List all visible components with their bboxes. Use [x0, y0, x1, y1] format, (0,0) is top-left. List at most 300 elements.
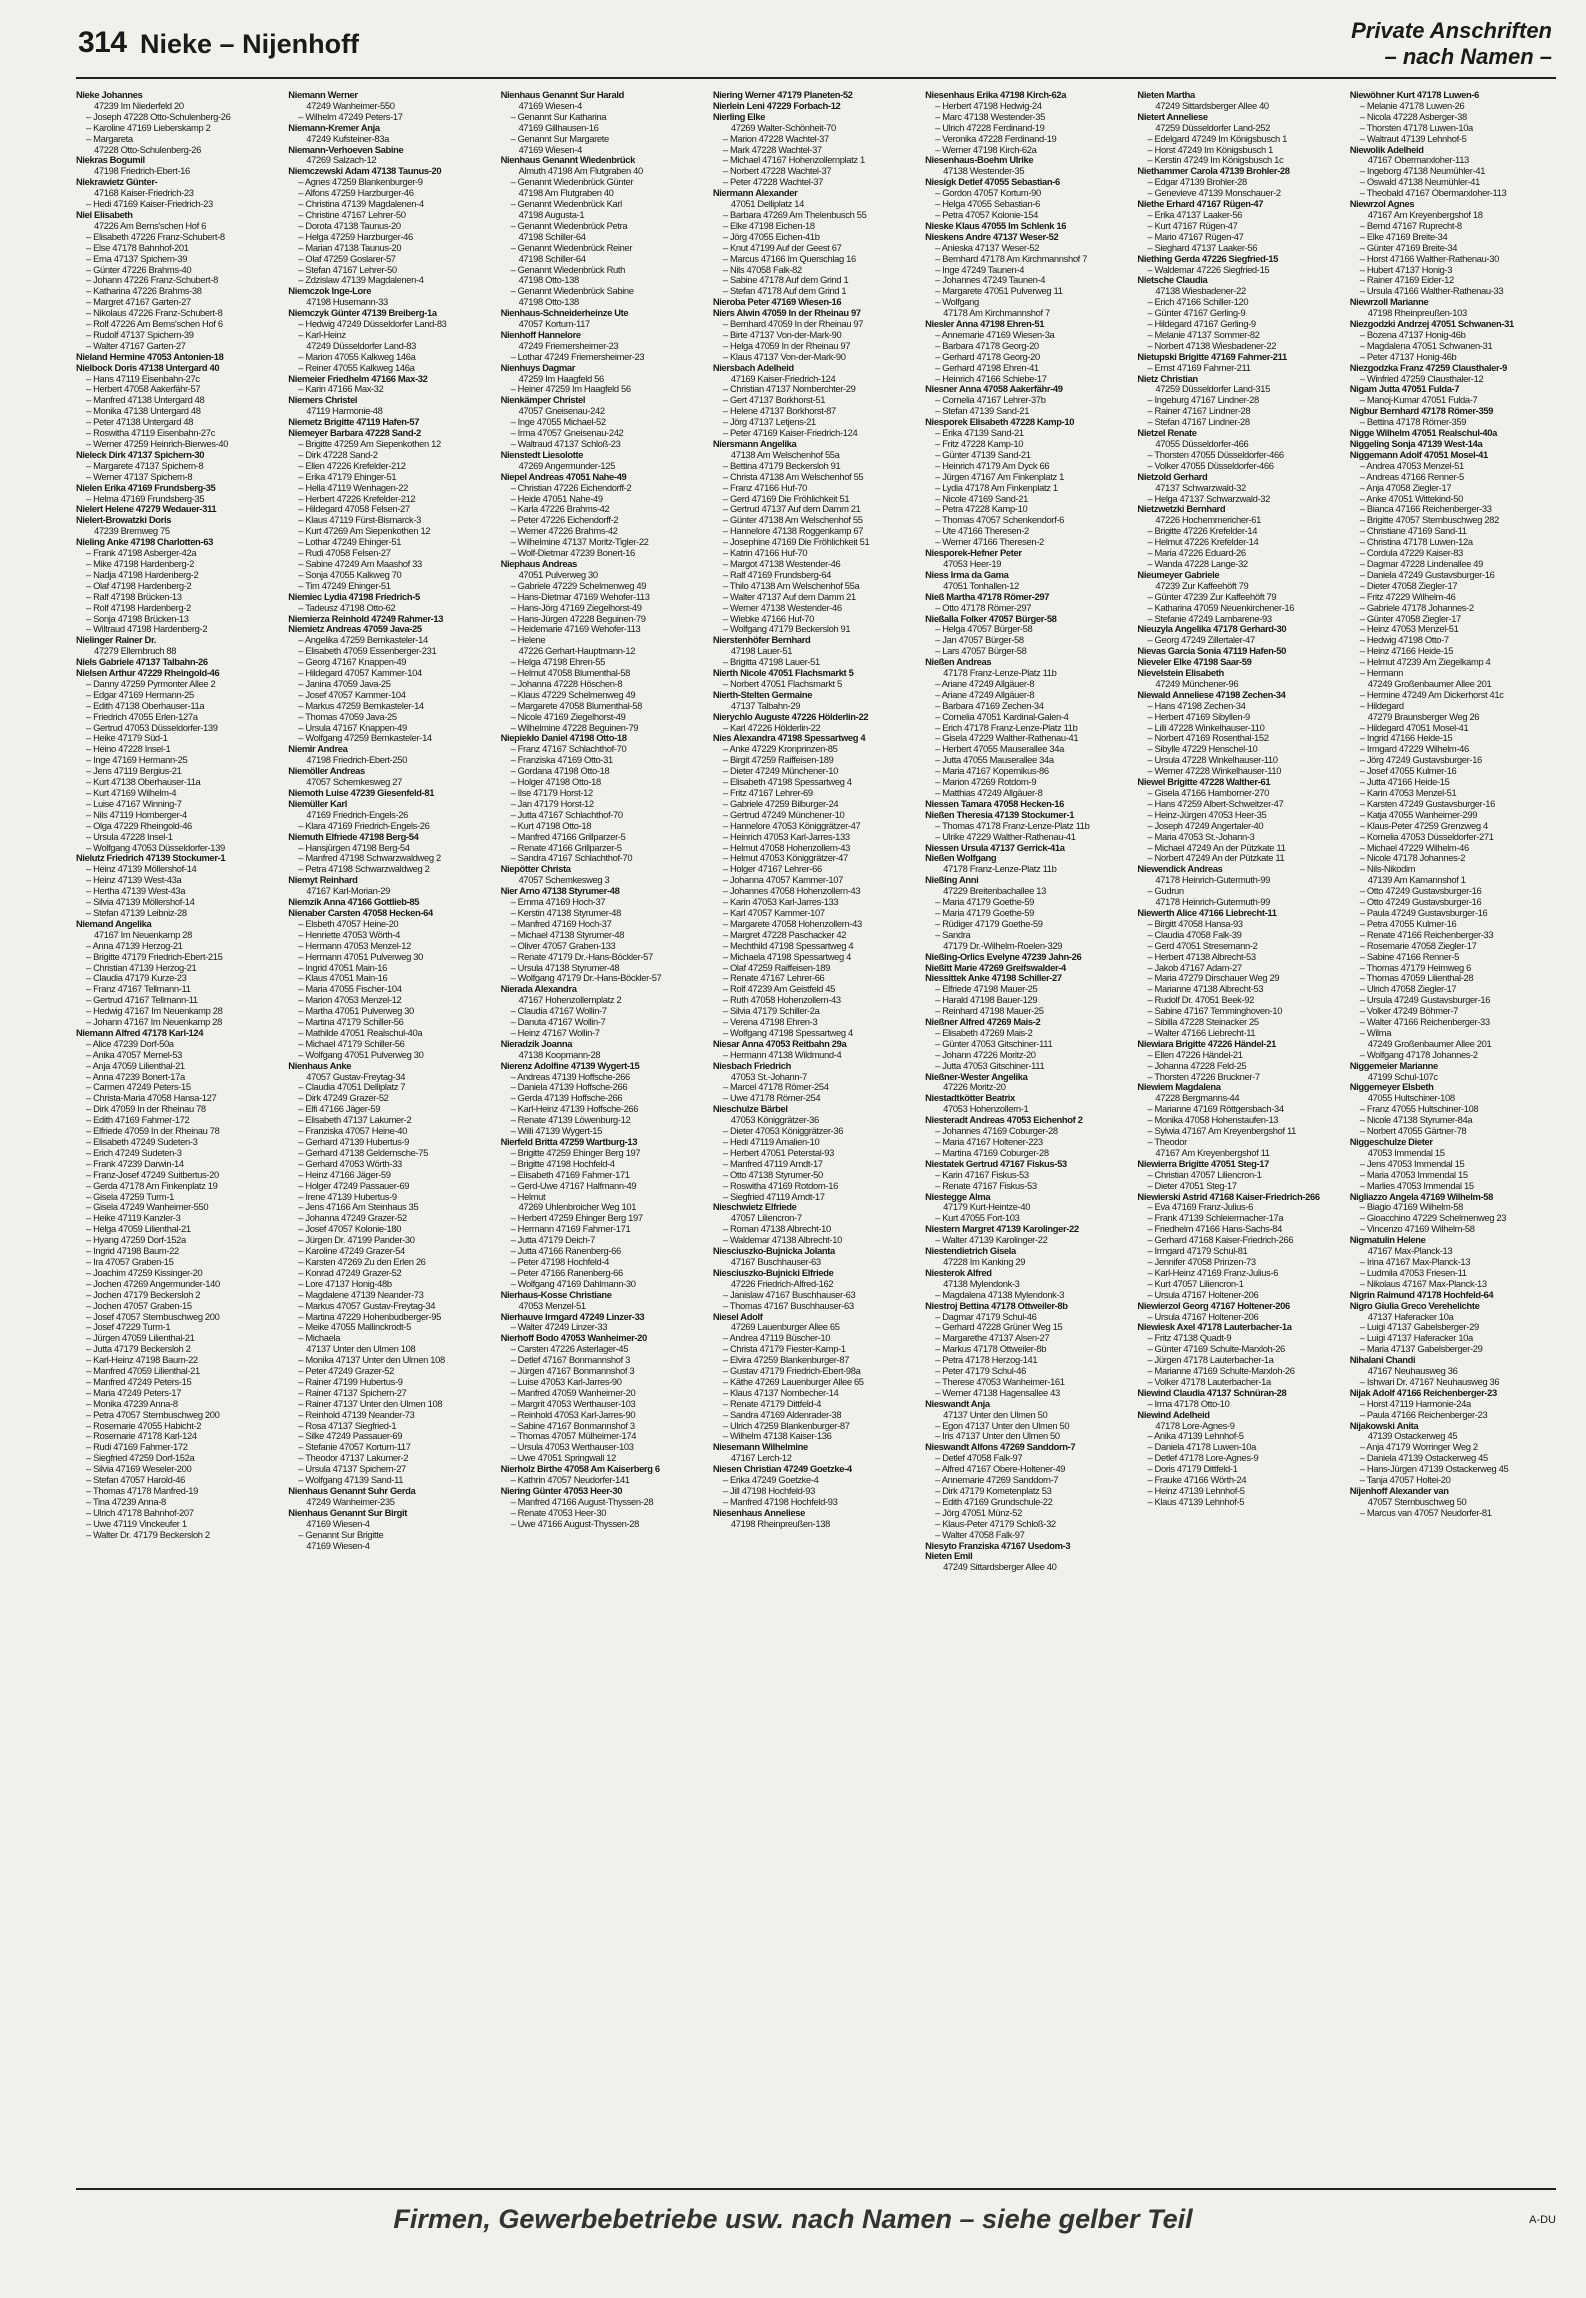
listing-entry: – Rainer 47199 Hubertus-9 [298, 1376, 403, 1387]
listing-entry: – Ariane 47249 Allgäuer-8 [935, 689, 1035, 700]
listing-entry: – Jürgen 47178 Lauterbacher-1a [1147, 1355, 1274, 1366]
listing-entry: 47198 Friedrich-Ebert-16 [94, 166, 190, 177]
listing-entry: – Kathrin 47057 Neudorfer-141 [510, 1475, 630, 1486]
listing-entry: – Heinz 47053 Menzel-51 [1359, 624, 1459, 635]
listing-entry: – Maria 47279 Dirschauer Weg 29 [1147, 973, 1280, 984]
listing-entry: – Else 47178 Bahnhof-201 [86, 242, 189, 253]
listing-entry: – Renate 47167 Lehrer-66 [722, 973, 825, 984]
listing-entry: – Jan 47057 Bürger-58 [935, 635, 1024, 646]
listing-surname-entry: Niewald Anneliese 47198 Zechen-34 [1137, 689, 1286, 700]
listing-entry: – Rudi 47058 Felsen-27 [298, 548, 391, 559]
listing-entry: 47249 Großenbaumer Allee 201 [1367, 678, 1492, 689]
listing-surname-entry: Niemann Werner [288, 90, 358, 100]
listing-entry: – Genannt Wiedenbrück Petra [510, 220, 628, 231]
listing-entry: – Silvia 47179 Schiller-2a [722, 1006, 820, 1017]
listing-column-3 [501, 90, 703, 2180]
listing-entry: – Tanja 47057 Holtei-20 [1359, 1475, 1451, 1486]
listing-entry: – Ulrich 47178 Bahnhof-207 [86, 1507, 194, 1518]
listing-entry: – Ruth 47058 Hohenzollern-43 [722, 995, 841, 1006]
listing-entry: 47198 Lauer-51 [730, 646, 793, 657]
listing-entry: – Anika 47139 Lehnhof-5 [1147, 1431, 1244, 1442]
listing-entry: – Frank 47139 Schleiermacher-17a [1147, 1213, 1284, 1224]
listing-entry: – Olaf 47259 Raiffeisen-189 [722, 962, 830, 973]
listing-surname-entry: Niering Günter 47053 Heer-30 [500, 1486, 623, 1496]
listing-surname-entry: Niethe Erhard 47167 Rügen-47 [1137, 199, 1264, 210]
listing-entry: 47198 Rheinpreußen-138 [730, 1518, 830, 1529]
listing-entry: – Ursula 47249 Gustavsburger-16 [1359, 995, 1491, 1006]
listing-entry: 47057 Gneisenau-242 [518, 406, 605, 417]
listing-entry: 47249 Sittardsberger Allee 40 [943, 1562, 1057, 1573]
listing-entry: – Maria 47167 Kopernikus-86 [935, 766, 1049, 777]
listing-column-6 [1137, 90, 1339, 2180]
listing-entry: – Hans-Jürgen 47139 Ostackerweg 45 [1359, 1464, 1509, 1475]
listing-surname-entry: Nigmatulin Helene [1349, 1235, 1426, 1246]
listing-entry: 47053 St.-Johann-7 [730, 1071, 807, 1082]
listing-surname-entry: Niestadtkötter Beatrix [925, 1093, 1015, 1104]
listing-entry: – Thomas 47178 Manfred-19 [86, 1486, 198, 1496]
listing-entry: – Reinhard 47198 Mauer-25 [935, 1006, 1044, 1017]
listing-surname-entry: Niestern Margret 47139 Karolinger-22 [925, 1224, 1079, 1235]
listing-surname-entry: Nietzold Gerhard [1137, 471, 1208, 482]
listing-entry: 47179 Dr.-Wilhelm-Roelen-329 [943, 940, 1063, 951]
listing-entry: 47279 Ellernbruch 88 [94, 646, 177, 657]
listing-entry: – Herbert 47198 Hedwig-24 [935, 100, 1042, 111]
listing-entry: – Sibilla 47228 Steinacker 25 [1147, 1017, 1259, 1028]
listing-surname-entry: Niersmann Angelika [712, 439, 797, 449]
section-title [1351, 18, 1552, 70]
listing-entry: – Anja 47058 Ziegler-17 [1359, 482, 1452, 493]
listing-entry: – Siegfried 47259 Dorf-152a [86, 1453, 195, 1464]
listing-surname-entry: Nigam Jutta 47051 Fulda-7 [1349, 384, 1460, 395]
listing-entry: – Monika 47239 Anna-8 [86, 1398, 178, 1409]
listing-entry: – Heinz 47166 Heide-15 [1359, 646, 1454, 657]
listing-entry: – Peter 47226 Eichendorff-2 [510, 515, 619, 526]
listing-entry: – Egon 47137 Unter den Ulmen 50 [935, 1420, 1070, 1431]
listing-entry: – Roswitha 47119 Eisenbahn-27c [86, 428, 216, 439]
listing-entry: – Claudia 47051 Delliplatz 7 [298, 1082, 406, 1093]
listing-entry: – Andrea 47119 Büscher-10 [722, 1333, 831, 1344]
listing-entry: – Maria 47137 Gabelsberger-29 [1359, 1344, 1483, 1355]
listing-entry: – Thilo 47138 Am Welschenhof 55a [722, 580, 860, 591]
listing-entry: – Ludmila 47053 Friesen-11 [1359, 1267, 1467, 1278]
listing-entry: – Sabine 47166 Renner-5 [1359, 951, 1460, 962]
listing-entry: – Reinhold 47053 Karl-Jarres-90 [510, 1409, 636, 1420]
listing-entry: – Gustav 47179 Friedrich-Ebert-98a [722, 1366, 861, 1377]
listing-surname-entry: Niesciuszko-Bujnicka Jolanta [712, 1246, 835, 1257]
listing-entry: – Monika 47058 Hohenstaufen-13 [1147, 1115, 1279, 1126]
listing-entry: – Irma 47178 Otto-10 [1147, 1398, 1230, 1409]
listing-entry: – Thomas 47057 Mülheimer-174 [510, 1431, 637, 1442]
page-header [0, 0, 1586, 80]
listing-entry: – Helmut 47058 Blumenthal-58 [510, 668, 631, 679]
listing-entry: – Johanna 47228 Feld-25 [1147, 1060, 1247, 1071]
listing-entry: – Hildegard 47167 Gerling-9 [1147, 319, 1256, 330]
listing-entry: – Lilli 47228 Winkelhauser-110 [1147, 722, 1265, 733]
listing-entry: – Erika 47137 Laaker-56 [1147, 209, 1243, 220]
listing-entry: 47249 Großenbaumer Allee 201 [1367, 1038, 1492, 1049]
listing-entry: – Karl-Heinz 47198 Baum-22 [86, 1355, 198, 1366]
listing-entry: – Ingrid 47198 Baum-22 [86, 1246, 179, 1257]
listing-entry: 47137 Haferacker 10a [1367, 1311, 1454, 1322]
listing-entry: – Horst 47249 Im Königsbusch 1 [1147, 144, 1273, 155]
listing-entry: – Gerhard 47053 Wörth-33 [298, 1158, 402, 1169]
listing-entry: – Gerhard 47138 Geldernsche-75 [298, 1147, 428, 1158]
listing-entry: – Helga 47057 Bürger-58 [935, 624, 1033, 635]
listing-entry: 47138 Westender-35 [943, 166, 1025, 177]
listing-surname-entry: Niemann Alfred 47178 Karl-124 [76, 1027, 204, 1038]
listing-entry: – Ursula 47228 Insel-1 [86, 831, 173, 842]
listing-surname-entry: Niewierski Astrid 47168 Kaiser-Friedrich-266 [1137, 1191, 1320, 1202]
listing-entry: 47249 Wanheimer-235 [306, 1496, 395, 1507]
listing-entry: 47198 Friedrich-Ebert-250 [306, 755, 407, 766]
listing-entry: – Biagio 47169 Wilhelm-58 [1359, 1202, 1463, 1213]
listing-entry: – Rolf 47198 Hardenberg-2 [86, 602, 191, 613]
listing-entry: – Hubert 47137 Honig-3 [1359, 264, 1453, 275]
listing-entry: – Edelgard 47249 Im Königsbusch 1 [1147, 133, 1288, 144]
listing-surname-entry: Nienhaus Genannt Sur Birgit [288, 1507, 407, 1518]
listing-entry: 47137 Schwarzwald-32 [1155, 482, 1246, 493]
listing-surname-entry: Niekrawietz Günter- [76, 177, 158, 188]
listing-entry: – Katja 47055 Wanheimer-299 [1359, 809, 1478, 820]
listing-entry: – Günter 47058 Ziegler-17 [1359, 613, 1461, 624]
listing-entry: – Elisabeth 47269 Mais-2 [935, 1027, 1033, 1038]
listing-entry: – Jutta 47166 Ranenberg-66 [510, 1246, 621, 1257]
listing-entry: – Günter 47167 Gerling-9 [1147, 308, 1246, 319]
listing-entry: – Gordon 47057 Kortum-90 [935, 188, 1041, 199]
listing-entry: 47057 Sternbuschweg 50 [1367, 1496, 1467, 1507]
listing-entry: – Karl-Heinz [298, 329, 346, 340]
listing-surname-entry: Niesel Adolf [712, 1311, 763, 1322]
listing-entry: 47053 Königgrätzer-36 [730, 1115, 819, 1126]
listing-entry: – Elvira 47259 Blankenburger-87 [722, 1355, 850, 1366]
listing-entry: – Wolfgang [935, 297, 979, 308]
listing-entry: – Hedwig 47249 Düsseldorfer Land-83 [298, 319, 447, 330]
listing-entry: – Monika 47138 Untergard 48 [86, 406, 201, 417]
listing-entry: – Lore 47137 Honig-48b [298, 1278, 392, 1289]
listing-entry: – Ursula 47228 Winkelhauser-110 [1147, 755, 1278, 766]
listing-entry: – Fritz 47228 Kamp-10 [935, 439, 1024, 449]
listing-entry: – Otto 47138 Styrumer-50 [722, 1169, 823, 1180]
listing-entry: 47138 Wiesbadener-22 [1155, 286, 1246, 297]
listing-entry: – Ursula 47053 Werthauser-103 [510, 1442, 634, 1453]
listing-entry: – Janislaw 47167 Buschhauser-63 [722, 1289, 856, 1300]
listing-entry: 47055 Hultschiner-108 [1367, 1093, 1455, 1104]
listing-entry: – Walter 47167 Garten-27 [86, 340, 186, 351]
listing-entry: – Hertha 47139 West-43a [86, 886, 186, 897]
listing-entry: – Helmut 47058 Hohenzollern-43 [722, 842, 850, 853]
listing-entry: – Hans 47198 Zechen-34 [1147, 700, 1246, 711]
listing-entry: – Uwe 47119 Vinckeufer 1 [86, 1518, 187, 1529]
listing-surname-entry: Niesteradt Andreas 47053 Eichenhof 2 [925, 1115, 1083, 1126]
listing-entry: – Fritz 47167 Lehrer-69 [722, 788, 813, 798]
listing-entry: – Peter 47166 Ranenberg-66 [510, 1267, 623, 1278]
listing-entry: – Karl 47226 Hölderlin-22 [722, 722, 821, 733]
listing-surname-entry: Nievelstein Elisabeth [1137, 668, 1224, 679]
listing-entry: 47269 Angermunder-125 [518, 460, 615, 471]
listing-entry: – Daniela 47139 Hoffsche-266 [510, 1082, 628, 1093]
listing-entry: – Renate 47166 Grillparzer-5 [510, 842, 622, 853]
listing-entry: – Roman 47138 Albrecht-10 [722, 1224, 831, 1235]
listing-entry: – Thorsten 47055 Düsseldorfer-466 [1147, 449, 1284, 460]
listing-surname-entry: Niessittek Anke 47198 Schiller-27 [925, 973, 1062, 984]
listing-entry: – Angelika 47259 Bernkasteler-14 [298, 635, 428, 646]
listing-entry: – Ursula 47167 Knappen-49 [298, 722, 407, 733]
listing-surname-entry: Niewiesk Axel 47178 Lauterbacher-1a [1137, 1322, 1292, 1333]
listing-entry: 47249 Düsseldorfer Land-83 [306, 340, 417, 351]
listing-surname-entry: Niephaus Andreas [500, 558, 577, 569]
listing-entry: – Luise 47053 Karl-Jarres-90 [510, 1376, 622, 1387]
listing-entry: – Markus 47259 Bernkasteler-14 [298, 700, 424, 711]
listing-surname-entry: Nießen Wolfgang [925, 853, 997, 864]
listing-entry: – Genannt Sur Katharina [510, 111, 607, 122]
listing-entry: – Erika 47249 Goetzke-4 [722, 1475, 819, 1486]
listing-entry: 47053 Heer-19 [943, 558, 1002, 569]
listing-entry: – Brigitte 47179 Friedrich-Ebert-215 [86, 951, 223, 962]
listing-entry: – Gertrud 47137 Auf dem Damm 21 [722, 504, 861, 515]
listing-surname-entry: Niemzik Anna 47166 Gottlieb-85 [288, 897, 420, 908]
listing-entry: – Verena 47198 Ehren-3 [722, 1017, 818, 1028]
listing-entry: – Barbara 47269 Am Thelenbusch 55 [722, 209, 867, 220]
listing-entry: – Barbara 47178 Georg-20 [935, 340, 1039, 351]
listing-entry: – Franziska 47169 Otto-31 [510, 755, 613, 766]
listing-surname-entry: Nienhaus Genannt Sur Harald [500, 90, 624, 100]
listing-surname-entry: Nigge Wilhelm 47051 Realschul-40a [1349, 428, 1497, 439]
listing-entry: – Karin 47166 Max-32 [298, 384, 384, 395]
listing-surname-entry: Nietz Christian [1137, 373, 1198, 384]
listing-entry: 47199 Schul-107c [1367, 1071, 1438, 1082]
listing-entry: – Renate 47179 Dr.-Hans-Böckler-57 [510, 951, 653, 962]
listing-entry: – Matthias 47249 Allgäuer-8 [935, 788, 1043, 798]
listing-entry: – Werner 47137 Spichern-8 [86, 471, 193, 482]
listing-entry: – Norbert 47169 Rosenthal-152 [1147, 733, 1269, 744]
listing-surname-entry: Nierenz Adolfine 47139 Wygert-15 [500, 1060, 640, 1071]
listing-entry: – Helga 47259 Harzburger-46 [298, 231, 413, 242]
listing-entry: – Gert 47137 Borkhorst-51 [722, 395, 826, 406]
listing-entry: – Günter 47169 Schulte-Marxloh-26 [1147, 1344, 1285, 1355]
listing-entry: – Theodor [1147, 1137, 1187, 1147]
listing-surname-entry: Nigbur Bernhard 47178 Römer-359 [1349, 406, 1494, 417]
listing-surname-entry: Niewind Adelheid [1137, 1409, 1210, 1420]
listing-entry: – Wiltraud 47198 Hardenberg-2 [86, 624, 208, 635]
listing-entry: – Hans-Jürgen 47228 Beguinen-79 [510, 613, 646, 624]
listing-entry: – Genannt Wiedenbrück Ruth [510, 264, 625, 275]
listing-entry: – Wolfgang 47139 Sand-11 [298, 1475, 404, 1486]
listing-entry: – Wolf-Dietmar 47239 Bonert-16 [510, 548, 635, 559]
listing-entry: – Norbert 47055 Gärtner-78 [1359, 1126, 1467, 1137]
listing-entry: – Walter 47137 Auf dem Damm 21 [722, 591, 856, 602]
listing-entry: – Mark 47228 Wachtel-37 [722, 144, 822, 155]
listing-entry: – Ishwari Dr. 47167 Neuhausweg 36 [1359, 1376, 1500, 1387]
listing-entry: – Anja 47179 Worringer Weg 2 [1359, 1442, 1478, 1453]
listing-entry: – Heinrich 47179 Am Dyck 66 [935, 460, 1050, 471]
listing-surname-entry: Nielinger Rainer Dr. [76, 635, 157, 646]
listing-surname-entry: Nieten Emil [925, 1551, 973, 1562]
listing-entry: – Jürgen 47167 Am Finkenplatz 1 [935, 471, 1064, 482]
listing-entry: – Helga 47055 Sebastian-6 [935, 199, 1041, 210]
listing-entry: – Heinrich 47166 Schiebe-17 [935, 373, 1047, 384]
listing-entry: – Günter 47226 Brahms-40 [86, 264, 192, 275]
listing-entry: – Renate 47139 Löwenburg-12 [510, 1115, 631, 1126]
listing-entry: 47137 Talbahn-29 [730, 700, 801, 711]
listing-entry: – Irmgard 47229 Wilhelm-46 [1359, 744, 1469, 755]
listing-surname-entry: Niewind Claudia 47137 Schnüran-28 [1137, 1387, 1287, 1398]
listing-surname-entry: Niekras Bogumil [76, 155, 145, 166]
listing-entry: – Gerd 47169 Die Fröhlichkeit 51 [722, 493, 850, 504]
listing-entry: – Horst 47166 Walther-Rathenau-30 [1359, 253, 1499, 264]
listing-entry: – Silke 47249 Passauer-69 [298, 1431, 403, 1442]
listing-surname-entry: Nierth-Stelten Germaine [712, 689, 813, 700]
listing-surname-entry: Niestegge Alma [925, 1191, 991, 1202]
listing-surname-entry: Niggeling Sonja 47139 West-14a [1349, 439, 1483, 449]
listing-surname-entry: Niesemann Wilhelmine [712, 1442, 808, 1453]
listing-entry: 47198 Rheinpreußen-103 [1367, 308, 1467, 319]
listing-entry: – Genannt Sur Brigitte [298, 1529, 384, 1540]
listing-entry: – Nikolaus 47226 Franz-Schubert-8 [86, 308, 223, 319]
listing-entry: – Ingrid 47051 Main-16 [298, 962, 388, 973]
running-head: Nieke – Nijenhoff [140, 29, 360, 59]
listing-entry: – Sonja 47198 Brücken-13 [86, 613, 189, 624]
listing-entry: – Sabine 47178 Auf dem Grind 1 [722, 275, 849, 286]
listing-entry: – Janina 47059 Java-25 [298, 678, 391, 689]
listing-entry: – Detlef 47058 Falk-97 [935, 1453, 1023, 1464]
listing-entry: – Christa-Maria 47058 Hansa-127 [86, 1093, 217, 1104]
listing-surname-entry: Nieuzyla Angelika 47178 Gerhard-30 [1137, 624, 1287, 635]
listing-entry: – Tina 47239 Anna-8 [86, 1496, 166, 1507]
listing-surname-entry: Niewierra Brigitte 47051 Steg-17 [1137, 1158, 1269, 1169]
listing-entry: – Wolfgang 47259 Bernkasteler-14 [298, 733, 432, 744]
listing-surname-entry: Niggeschulze Dieter [1349, 1137, 1433, 1147]
listing-entry: – Brigitte 47198 Hochfeld-4 [510, 1158, 615, 1169]
listing-entry: – Petra 47198 Schwarzwaldweg 2 [298, 864, 430, 875]
listing-entry: 47138 Koopmann-28 [518, 1049, 601, 1060]
listing-surname-entry: Niesciuszko-Bujnicki Elfriede [712, 1267, 834, 1278]
listing-entry: – Hildegard 47057 Kammer-104 [298, 668, 422, 679]
listing-entry: – Sandra 47167 Schlachthof-70 [510, 853, 633, 864]
listing-entry: – Rainer 47167 Lindner-28 [1147, 406, 1251, 417]
listing-surname-entry: Niewiara Brigitte 47226 Händel-21 [1137, 1038, 1276, 1049]
listing-entry: – Elfriede 47059 In der Rheinau 78 [86, 1126, 220, 1137]
listing-entry: – Elisabeth 47226 Franz-Schubert-8 [86, 231, 225, 242]
listing-entry: – Maria 47167 Holtener-223 [935, 1137, 1043, 1147]
listing-entry: – Christian 47226 Eichendorff-2 [510, 482, 632, 493]
listing-entry: – Agnes 47259 Blankenburger-9 [298, 177, 423, 188]
listing-column-1 [76, 90, 278, 2180]
listing-entry: – Franz 47055 Hultschiner-108 [1359, 1104, 1479, 1115]
listing-entry: – Daniela 47139 Ostackerweg 45 [1359, 1453, 1488, 1464]
footer-banner: Firmen, Gewerbebetriebe usw. nach Namen – siehe gelber Teil [393, 2204, 1193, 2234]
listing-entry: – Heinz 47139 Möllershof-14 [86, 864, 197, 875]
listing-entry: – Joachim 47259 Kissinger-20 [86, 1267, 203, 1278]
listing-entry: 47178 Am Kirchmannshof 7 [943, 308, 1050, 319]
listing-entry: 47051 Delliplatz 14 [730, 199, 804, 210]
listing-entry: – Anna 47139 Herzog-21 [86, 940, 183, 951]
listing-surname-entry: Niething Gerda 47226 Siegfried-15 [1137, 253, 1279, 264]
listing-entry: – Johanna 47228 Höschen-8 [510, 678, 623, 689]
listing-entry: – Norbert 47051 Flachsmarkt 5 [722, 678, 842, 689]
listing-entry: – Hannelore 47138 Roggenkamp 67 [722, 526, 864, 537]
listing-surname-entry: Niemöller Andreas [288, 766, 365, 777]
listing-entry: – Günter 47053 Gitschiner-111 [935, 1038, 1053, 1049]
listing-entry: – Friedrich 47055 Erlen-127a [86, 711, 198, 722]
listing-entry: – Manfred 47119 Arndt-17 [722, 1158, 823, 1169]
listing-entry: – Ursula 47167 Holtener-206 [1147, 1289, 1259, 1300]
listing-entry: – Waldemar 47226 Siegfried-15 [1147, 264, 1270, 275]
listing-entry: – Hedi 47119 Amalien-10 [722, 1137, 820, 1147]
listing-entry: 47269 Lauenburger Allee 65 [730, 1322, 840, 1333]
section-title-line-2: – nach Namen – [1384, 44, 1552, 69]
listing-entry: 47051 Tonhallen-12 [943, 580, 1020, 591]
listing-entry: – Wolfgang 47051 Pulverweg 30 [298, 1049, 424, 1060]
listing-entry: 47167 Am Kreyenbergshof 18 [1367, 209, 1483, 220]
listing-entry: – Franz 47167 Schlachthof-70 [510, 744, 627, 755]
listing-surname-entry: Nieradzik Joanna [500, 1038, 573, 1049]
listing-entry: – Dagmar 47179 Schul-46 [935, 1311, 1037, 1322]
listing-surname-entry: Nijak Adolf 47166 Reichenberger-23 [1349, 1387, 1497, 1398]
listing-surname-entry: Nienstedt Liesolotte [500, 449, 584, 460]
listing-entry: – Werner 47259 Heinrich-Bierwes-40 [86, 439, 229, 449]
listing-entry: – Klaus 47139 Lehnhof-5 [1147, 1496, 1245, 1507]
listing-entry: – Marlies 47053 Immendal 15 [1359, 1180, 1474, 1191]
listing-entry: 47057 Liliencron-7 [730, 1213, 802, 1224]
listing-entry: – Claudia 47058 Falk-39 [1147, 929, 1242, 940]
listing-entry: – Lydia 47178 Am Finkenplatz 1 [935, 482, 1058, 493]
listing-entry: – Heinz 47166 Jäger-59 [298, 1169, 391, 1180]
listing-entry: – Werner 47226 Brahms-42 [510, 526, 618, 537]
listing-entry: – Nicole 47169 Ziegelhorst-49 [510, 711, 626, 722]
listing-entry: – Heinz-Jürgen 47053 Heer-35 [1147, 809, 1267, 820]
listing-entry: – Henriette 47053 Wörth-4 [298, 929, 401, 940]
listing-entry: – Klaus-Peter 47259 Grenzweg 4 [1359, 820, 1488, 831]
listing-entry: – Uwe 47051 Springwall 12 [510, 1453, 616, 1464]
listing-entry: – Wolfgang 47178 Johannes-2 [1359, 1049, 1478, 1060]
listing-entry: – Volker 47178 Lauterbacher-1a [1147, 1376, 1271, 1387]
listing-entry: – Markus 47178 Ottweiler-8b [935, 1344, 1047, 1355]
listing-entry: 47226 Gerhart-Hauptmann-12 [518, 646, 636, 657]
listing-entry: – Karsten 47269 Zu den Erlen 26 [298, 1256, 426, 1267]
listing-entry: – Johann 47226 Moritz-20 [935, 1049, 1036, 1060]
listing-entry: – Helga 47198 Ehren-55 [510, 657, 606, 668]
listing-surname-entry: Nierlein Leni 47229 Forbach-12 [712, 100, 841, 111]
listing-entry: – Hermann 47169 Fahrner-171 [510, 1224, 631, 1235]
listing-entry: – Michaela 47198 Spessartweg 4 [722, 951, 851, 962]
listing-entry: – Johann 47167 Im Neuenkamp 28 [86, 1017, 222, 1028]
listing-entry: – Emma 47169 Hoch-37 [510, 897, 606, 908]
listing-entry: – Marion 47053 Menzel-12 [298, 995, 402, 1006]
listing-surname-entry: Niemietz Andreas 47059 Java-25 [288, 624, 422, 635]
listing-entry: – Otto 47249 Gustavsburger-16 [1359, 897, 1482, 908]
listing-entry: – Wolfgang 47198 Spessartweg 4 [722, 1027, 853, 1038]
listing-entry: – Hella 47119 Wenhagen-22 [298, 482, 409, 493]
listing-entry: – Wolfgang 47179 Dr.-Hans-Böckler-57 [510, 973, 662, 984]
listing-entry: – Heidemarie 47169 Wehofer-113 [510, 624, 641, 635]
listing-entry: – Marianne 47138 Albrecht-53 [1147, 984, 1264, 995]
listing-surname-entry: Nienkämper Christel [500, 395, 586, 406]
listing-entry: 47226 Moritz-20 [943, 1082, 1006, 1093]
listing-entry: – Veronika 47228 Ferdinand-19 [935, 133, 1057, 144]
listing-entry: – Waltraut 47139 Lehnhof-5 [1359, 133, 1467, 144]
listing-surname-entry: Nieswandt Alfons 47269 Sanddorn-7 [925, 1442, 1076, 1453]
listing-entry: – Werner 47138 Westender-46 [722, 602, 842, 613]
listing-entry: – Maria 47179 Goethe-59 [935, 897, 1034, 908]
listing-surname-entry: Nießalla Folker 47057 Bürger-58 [925, 613, 1057, 624]
listing-surname-entry: Niesterok Alfred [925, 1267, 992, 1278]
listing-entry: – Peter 47138 Untergard 48 [86, 417, 194, 428]
listing-entry: 47055 Düsseldorfer-466 [1155, 439, 1249, 449]
listing-entry: – Katharina 47226 Brahms-38 [86, 286, 202, 297]
listing-entry: – Wolfgang 47053 Düsseldorfer-139 [86, 842, 225, 853]
listing-entry: – Margret 47228 Paschacker 42 [722, 929, 847, 940]
listing-surname-entry: Niess Irma da Gama [925, 569, 1009, 580]
